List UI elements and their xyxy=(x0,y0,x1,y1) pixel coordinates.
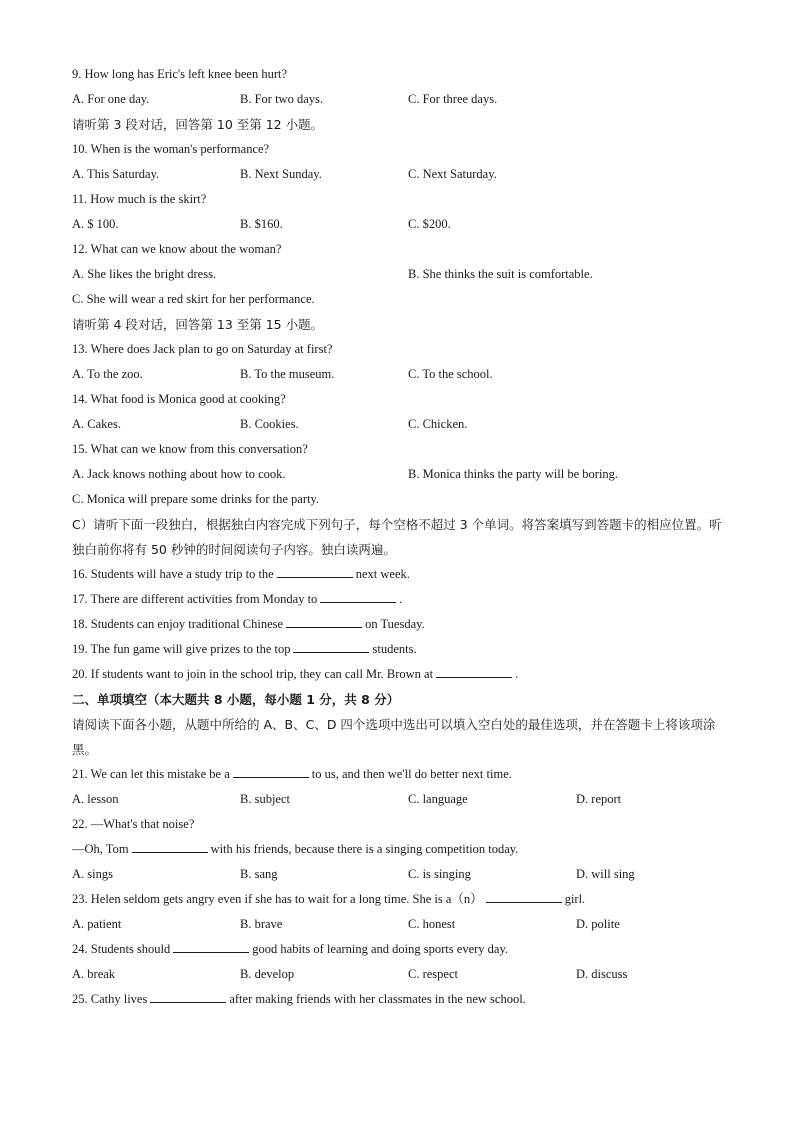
question-20 xyxy=(72,662,724,687)
question-23 xyxy=(72,887,724,912)
question-20-text: 20. If students want to join in the school trip, they can call Mr. Brown at xyxy=(72,667,434,681)
question-19-text-end: students. xyxy=(372,642,417,656)
part-c-instruction: C）请听下面一段独白，根据独白内容完成下列句子，每个空格不超过 3 个单词。将答案填写到答题卡的相应位置。听独白前你将有 50 秒钟的时间阅读句子内容。独白读两遍。 xyxy=(72,517,722,557)
option-a: A. break xyxy=(72,967,116,981)
option-b: B. sang xyxy=(240,867,278,881)
question-22-text: —Oh, Tom xyxy=(72,842,129,856)
question-21-text-end: to us, and then we'll do better next time. xyxy=(311,767,512,781)
answer-blank xyxy=(486,901,562,903)
question-16-text: 16. Students will have a study trip to the xyxy=(72,567,274,581)
option-b: B. For two days. xyxy=(240,92,323,106)
question-22-options xyxy=(72,862,724,887)
option-a: A. lesson xyxy=(72,792,119,806)
option-b: B. She thinks the suit is comfortable. xyxy=(408,267,593,281)
question-17-text: 17. There are different activities from Monday to xyxy=(72,592,318,606)
option-d: D. will sing xyxy=(576,867,635,881)
question-13-options xyxy=(72,362,724,387)
answer-blank xyxy=(277,576,353,578)
question-18 xyxy=(72,612,724,637)
question-12-stem: 12. What can we know about the woman? xyxy=(72,242,282,256)
answer-blank xyxy=(233,776,309,778)
option-c: C. honest xyxy=(408,917,456,931)
option-d: D. discuss xyxy=(576,967,628,981)
option-c: C. language xyxy=(408,792,468,806)
option-b: B. $160. xyxy=(240,217,283,231)
option-b: B. subject xyxy=(240,792,290,806)
option-d: D. report xyxy=(576,792,622,806)
answer-blank xyxy=(293,651,369,653)
option-b: B. Next Sunday. xyxy=(240,167,322,181)
answer-blank xyxy=(436,676,512,678)
question-24-options xyxy=(72,962,724,987)
option-a: A. sings xyxy=(72,867,113,881)
question-18-text-end: on Tuesday. xyxy=(365,617,425,631)
question-22 xyxy=(72,837,724,862)
question-18-text: 18. Students can enjoy traditional Chinese xyxy=(72,617,284,631)
option-a: A. $ 100. xyxy=(72,217,119,231)
question-21-options xyxy=(72,787,724,812)
option-b: B. Monica thinks the party will be boring. xyxy=(408,467,619,481)
question-24-text: 24. Students should xyxy=(72,942,171,956)
option-a: A. To the zoo. xyxy=(72,367,143,381)
option-c: C. is singing xyxy=(408,867,471,881)
option-a: A. Jack knows nothing about how to cook. xyxy=(72,467,286,481)
question-21 xyxy=(72,762,724,787)
question-20-text-end: . xyxy=(515,667,519,681)
question-15-options-row1 xyxy=(72,462,724,487)
section-4-instruction: 请听第 4 段对话，回答第 13 至第 15 小题。 xyxy=(72,317,324,332)
answer-blank xyxy=(173,951,249,953)
question-23-options xyxy=(72,912,724,937)
question-16-text-end: next week. xyxy=(355,567,410,581)
part-2-instruction: 请阅读下面各小题，从题中所给的 A、B、C、D 四个选项中选出可以填入空白处的最佳选项，并在答题卡上将该项涂黑。 xyxy=(72,717,716,757)
option-a: A. For one day. xyxy=(72,92,150,106)
option-d: D. polite xyxy=(576,917,620,931)
answer-blank xyxy=(150,1001,226,1003)
option-c: C. For three days. xyxy=(408,92,498,106)
option-c: C. Monica will prepare some drinks for the party. xyxy=(72,492,320,506)
question-15-stem: 15. What can we know from this conversation? xyxy=(72,442,308,456)
question-23-text: 23. Helen seldom gets angry even if she has to wait for a long time. She is a（n） xyxy=(72,892,483,906)
option-a: A. She likes the bright dress. xyxy=(72,267,217,281)
option-a: A. This Saturday. xyxy=(72,167,160,181)
question-21-text: 21. We can let this mistake be a xyxy=(72,767,230,781)
option-b: B. Cookies. xyxy=(240,417,299,431)
question-14-options xyxy=(72,412,724,437)
option-b: B. brave xyxy=(240,917,283,931)
question-23-text-end: girl. xyxy=(564,892,586,906)
question-24 xyxy=(72,937,724,962)
option-c: C. Next Saturday. xyxy=(408,167,497,181)
part-2-title: 二、单项填空（本大题共 8 小题，每小题 1 分，共 8 分） xyxy=(72,692,400,707)
answer-blank xyxy=(320,601,396,603)
question-24-text-end: good habits of learning and doing sports every day. xyxy=(252,942,509,956)
option-c: C. To the school. xyxy=(408,367,493,381)
answer-blank xyxy=(132,851,208,853)
question-25 xyxy=(72,987,724,1012)
option-b: B. To the museum. xyxy=(240,367,335,381)
question-9-stem: 9. How long has Eric's left knee been hurt? xyxy=(72,67,288,81)
option-a: A. Cakes. xyxy=(72,417,121,431)
option-c: C. Chicken. xyxy=(408,417,468,431)
option-b: B. develop xyxy=(240,967,295,981)
question-16 xyxy=(72,562,724,587)
question-10-options xyxy=(72,162,724,187)
question-17 xyxy=(72,587,724,612)
question-9-options xyxy=(72,87,724,112)
question-17-text-end: . xyxy=(399,592,403,606)
question-19-text: 19. The fun game will give prizes to the top xyxy=(72,642,291,656)
section-3-instruction: 请听第 3 段对话，回答第 10 至第 12 小题。 xyxy=(72,117,324,132)
question-11-options xyxy=(72,212,724,237)
option-a: A. patient xyxy=(72,917,122,931)
answer-blank xyxy=(286,626,362,628)
question-14-stem: 14. What food is Monica good at cooking? xyxy=(72,392,286,406)
option-c: C. respect xyxy=(408,967,458,981)
question-13-stem: 13. Where does Jack plan to go on Saturday at first? xyxy=(72,342,333,356)
option-c: C. She will wear a red skirt for her performance. xyxy=(72,292,315,306)
question-25-text: 25. Cathy lives xyxy=(72,992,148,1006)
question-11-stem: 11. How much is the skirt? xyxy=(72,192,207,206)
question-25-text-end: after making friends with her classmates in the new school. xyxy=(229,992,526,1006)
question-10-stem: 10. When is the woman's performance? xyxy=(72,142,270,156)
question-22-text-end: with his friends, because there is a singing competition today. xyxy=(210,842,519,856)
question-12-options-row1 xyxy=(72,262,724,287)
option-c: C. $200. xyxy=(408,217,451,231)
exam-page xyxy=(72,62,724,1012)
question-22-stem: 22. —What's that noise? xyxy=(72,817,195,831)
question-19 xyxy=(72,637,724,662)
